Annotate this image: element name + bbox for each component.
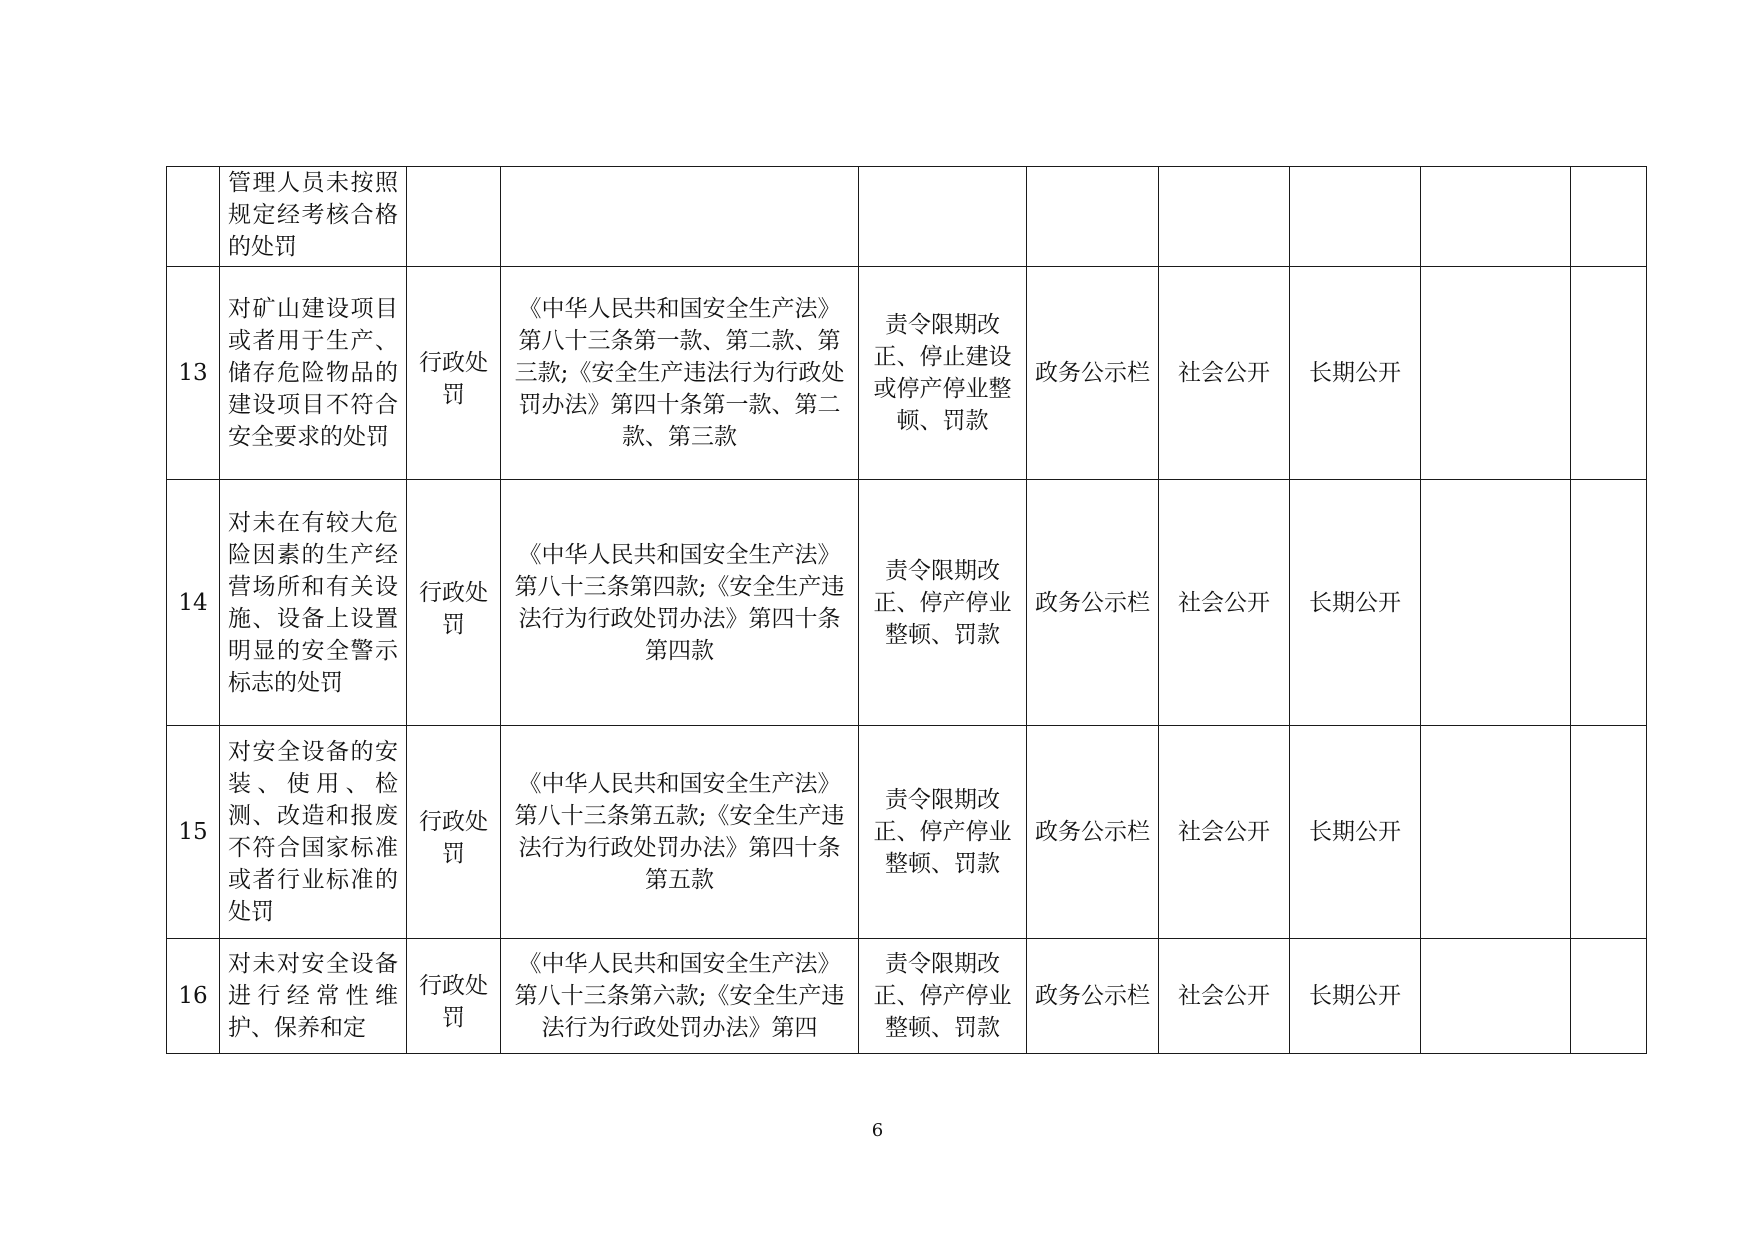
disclosure-channel: 政务公示栏 [1027,726,1159,939]
empty-cell [1571,267,1647,480]
disclosure-table [166,166,1647,1054]
empty-cell [1571,167,1647,267]
page-number: 6 [871,1120,884,1141]
empty-cell [1421,939,1571,1054]
table-row [167,939,1647,1054]
item-type: 行政处罚 [407,480,501,726]
row-number: 13 [167,267,220,480]
legal-basis [501,167,859,267]
penalty-action: 责令限期改正、停产停业整顿、罚款 [859,480,1027,726]
penalty-action: 责令限期改正、停产停业整顿、罚款 [859,726,1027,939]
item-type [407,167,501,267]
disclosure-period: 长期公开 [1290,267,1421,480]
disclosure-scope: 社会公开 [1159,267,1290,480]
table-row [167,267,1647,480]
empty-cell [1421,267,1571,480]
legal-basis: 《中华人民共和国安全生产法》第八十三条第六款;《安全生产违法行为行政处罚办法》第四 [501,939,859,1054]
penalty-action [859,167,1027,267]
empty-cell [1571,726,1647,939]
item-type: 行政处罚 [407,939,501,1054]
penalty-action: 责令限期改正、停止建设或停产停业整顿、罚款 [859,267,1027,480]
legal-basis: 《中华人民共和国安全生产法》第八十三条第五款;《安全生产违法行为行政处罚办法》第四十条第五款 [501,726,859,939]
row-number: 14 [167,480,220,726]
item-name: 对安全设备的安装、使用、检测、改造和报废不符合国家标准或者行业标准的处罚 [220,726,407,939]
row-number: 15 [167,726,220,939]
disclosure-scope [1159,167,1290,267]
legal-basis: 《中华人民共和国安全生产法》第八十三条第四款;《安全生产违法行为行政处罚办法》第四十条第四款 [501,480,859,726]
empty-cell [1421,726,1571,939]
penalty-action: 责令限期改正、停产停业整顿、罚款 [859,939,1027,1054]
item-type: 行政处罚 [407,267,501,480]
item-type: 行政处罚 [407,726,501,939]
row-number: 16 [167,939,220,1054]
legal-basis: 《中华人民共和国安全生产法》第八十三条第一款、第二款、第三款;《安全生产违法行为行政处罚办法》第四十条第一款、第二款、第三款 [501,267,859,480]
item-name: 对未在有较大危险因素的生产经营场所和有关设施、设备上设置明显的安全警示标志的处罚 [220,480,407,726]
disclosure-channel [1027,167,1159,267]
row-number [167,167,220,267]
disclosure-channel: 政务公示栏 [1027,480,1159,726]
empty-cell [1421,480,1571,726]
table-row [167,167,1647,267]
disclosure-period [1290,167,1421,267]
disclosure-scope: 社会公开 [1159,939,1290,1054]
disclosure-period: 长期公开 [1290,480,1421,726]
empty-cell [1571,939,1647,1054]
empty-cell [1571,480,1647,726]
disclosure-period: 长期公开 [1290,726,1421,939]
disclosure-channel: 政务公示栏 [1027,939,1159,1054]
empty-cell [1421,167,1571,267]
disclosure-scope: 社会公开 [1159,726,1290,939]
item-name: 对未对安全设备进行经常性维护、保养和定 [220,939,407,1054]
disclosure-period: 长期公开 [1290,939,1421,1054]
item-name: 管理人员未按照规定经考核合格的处罚 [220,167,407,267]
disclosure-scope: 社会公开 [1159,480,1290,726]
table-row [167,726,1647,939]
table-row [167,480,1647,726]
item-name: 对矿山建设项目或者用于生产、储存危险物品的建设项目不符合安全要求的处罚 [220,267,407,480]
disclosure-channel: 政务公示栏 [1027,267,1159,480]
